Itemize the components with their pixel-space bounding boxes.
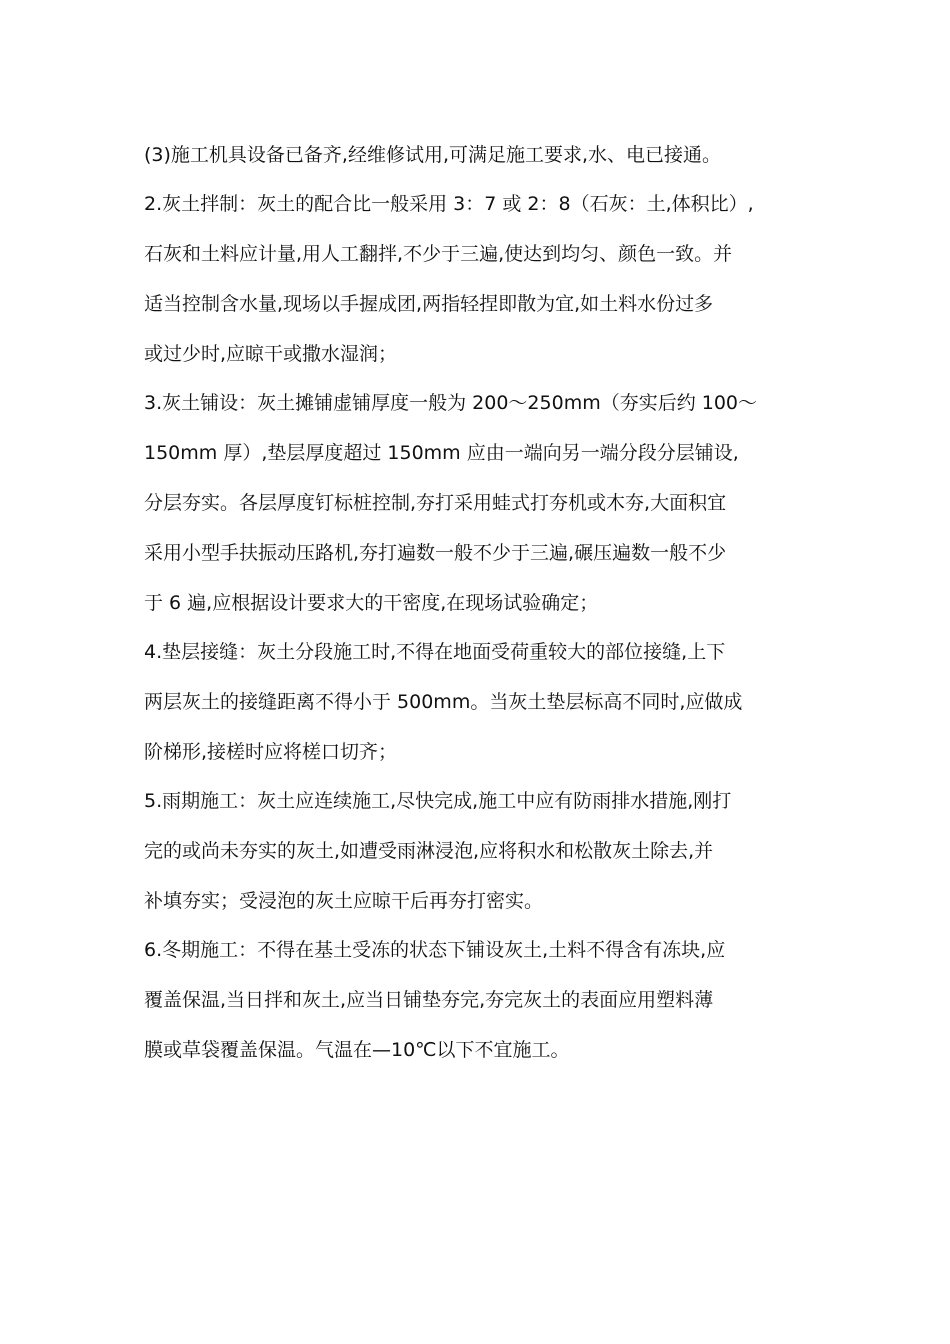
paragraph-line: 石灰和土料应计量,用人工翻拌,不少于三遍,使达到均匀、颜色一致。并 — [144, 242, 733, 265]
paragraph-line: 阶梯形,接槎时应将槎口切齐； — [144, 740, 398, 763]
paragraph-line: 5.雨期施工：灰土应连续施工,尽快完成,施工中应有防雨排水措施,刚打 — [144, 789, 732, 812]
paragraph-line: 两层灰土的接缝距离不得小于 500mm。当灰土垫层标高不同时,应做成 — [144, 690, 743, 713]
paragraph-line: 6.冬期施工：不得在基土受冻的状态下铺设灰土,土料不得含有冻块,应 — [144, 938, 726, 961]
paragraph-line: 于 6 遍,应根据设计要求大的干密度,在现场试验确定； — [144, 591, 599, 614]
paragraph-mixing — [144, 189, 824, 370]
paragraph-line: 150mm 厚）,垫层厚度超过 150mm 应由一端向另一端分段分层铺设, — [144, 441, 739, 464]
paragraph-line: 分层夯实。各层厚度钉标桩控制,夯打采用蛙式打夯机或木夯,大面积宜 — [144, 491, 727, 514]
paragraph-joints — [144, 637, 824, 768]
paragraph-line: 补填夯实；受浸泡的灰土应晾干后再夯打密实。 — [144, 889, 544, 912]
paragraph-equipment — [144, 140, 824, 171]
paragraph-line: (3)施工机具设备已备齐,经维修试用,可满足施工要求,水、电已接通。 — [144, 144, 722, 166]
paragraph-line: 3.灰土铺设：灰土摊铺虚铺厚度一般为 200～250mm（夯实后约 100～ — [144, 391, 758, 414]
paragraph-line: 或过少时,应晾干或撒水湿润； — [144, 342, 398, 365]
paragraph-laying — [144, 388, 824, 619]
paragraph-line: 完的或尚未夯实的灰土,如遭受雨淋浸泡,应将积水和松散灰土除去,并 — [144, 839, 714, 862]
paragraph-line: 适当控制含水量,现场以手握成团,两指轻捏即散为宜,如土料水份过多 — [144, 292, 714, 315]
paragraph-line: 采用小型手扶振动压路机,夯打遍数一般不少于三遍,碾压遍数一般不少 — [144, 541, 727, 564]
paragraph-line: 4.垫层接缝：灰土分段施工时,不得在地面受荷重较大的部位接缝,上下 — [144, 640, 726, 663]
document-body — [144, 140, 824, 1084]
paragraph-line: 膜或草袋覆盖保温。气温在—10℃以下不宜施工。 — [144, 1038, 570, 1061]
paragraph-winter-season — [144, 935, 824, 1066]
paragraph-line: 覆盖保温,当日拌和灰土,应当日铺垫夯完,夯完灰土的表面应用塑料薄 — [144, 988, 714, 1011]
paragraph-line: 2.灰土拌制：灰土的配合比一般采用 3：7 或 2：8（石灰：土,体积比）, — [144, 192, 754, 215]
paragraph-rainy-season — [144, 786, 824, 917]
